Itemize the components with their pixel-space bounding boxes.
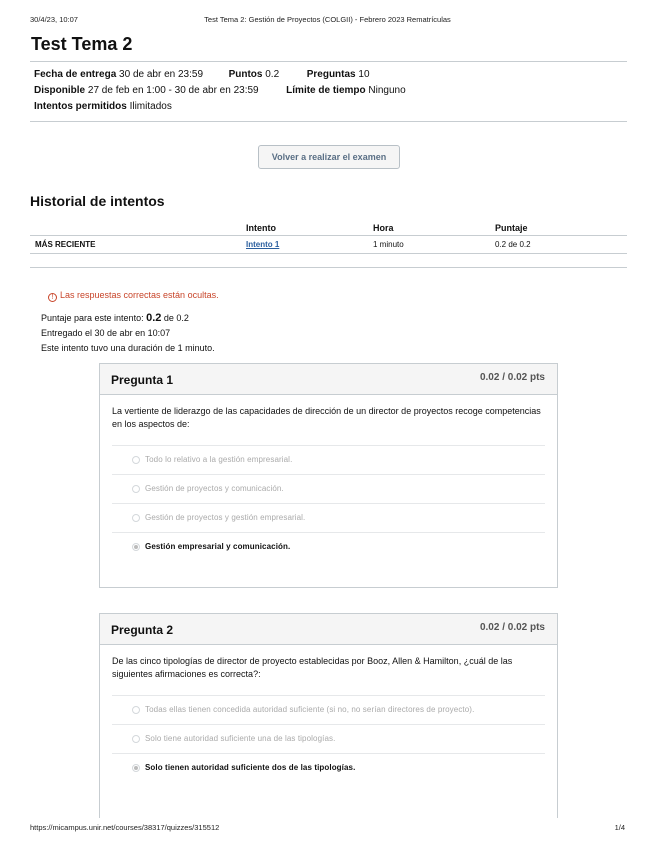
radio-selected-icon[interactable] bbox=[132, 764, 140, 772]
preguntas-value: 10 bbox=[358, 69, 370, 80]
answer-text: Solo tiene autoridad suficiente una de las tipologías. bbox=[145, 734, 336, 743]
answer-text: Todo lo relativo a la gestión empresarial. bbox=[145, 455, 293, 464]
limite-label: Límite de tiempo bbox=[286, 85, 366, 96]
attempt-score: 0.2 de 0.2 bbox=[495, 240, 531, 249]
question-header bbox=[100, 614, 557, 645]
score-value: 0.2 bbox=[146, 312, 162, 324]
question-text: De las cinco tipologías de director de proyecto establecidas por Booz, Allen & Hamilton, ¿cuál de las siguientes afirmaciones es correcta?: bbox=[112, 656, 513, 679]
print-footer bbox=[30, 823, 625, 832]
answer-option[interactable] bbox=[112, 474, 545, 503]
page-number: 1/4 bbox=[614, 823, 625, 832]
attempt-history-title: Historial de intentos bbox=[30, 193, 165, 209]
disponible-label: Disponible bbox=[34, 85, 86, 96]
answer-option[interactable] bbox=[112, 503, 545, 532]
header-hora: Hora bbox=[373, 223, 394, 233]
limite-value: Ninguno bbox=[368, 85, 406, 96]
print-doc-title: Test Tema 2: Gestión de Proyectos (COLGII) - Febrero 2023 Rematrículas bbox=[204, 15, 451, 24]
attempt-link[interactable]: Intento 1 bbox=[246, 240, 280, 249]
answer-option-selected[interactable] bbox=[112, 753, 545, 782]
question-title: Pregunta 1 bbox=[111, 373, 174, 387]
attempt-score-line bbox=[41, 312, 189, 324]
header-puntaje: Puntaje bbox=[495, 223, 528, 233]
answer-list bbox=[112, 695, 545, 782]
fecha-value: 30 de abr en 23:59 bbox=[119, 69, 204, 80]
radio-icon[interactable] bbox=[132, 735, 140, 743]
history-header-row bbox=[30, 219, 627, 236]
answer-option[interactable] bbox=[112, 724, 545, 753]
radio-icon[interactable] bbox=[132, 485, 140, 493]
preguntas-label: Preguntas bbox=[306, 69, 356, 80]
question-title: Pregunta 2 bbox=[111, 623, 174, 637]
score-suffix: de 0.2 bbox=[163, 313, 189, 323]
fecha-label: Fecha de entrega bbox=[34, 69, 117, 80]
radio-icon[interactable] bbox=[132, 456, 140, 464]
answer-option[interactable] bbox=[112, 445, 545, 474]
page-url: https://micampus.unir.net/courses/38317/quizzes/315512 bbox=[30, 823, 220, 832]
table-row bbox=[30, 236, 627, 254]
quiz-meta-row-3 bbox=[34, 101, 172, 112]
retake-quiz-button[interactable]: Volver a realizar el examen bbox=[258, 145, 400, 169]
question-card-2 bbox=[99, 613, 558, 818]
attempt-time: 1 minuto bbox=[373, 240, 404, 249]
question-text: La vertiente de liderazgo de las capacidades de dirección de un director de proyectos recoge competencias en los aspectos de: bbox=[112, 406, 541, 429]
divider bbox=[30, 121, 627, 122]
answer-text: Todas ellas tienen concedida autoridad suficiente (si no, no serían directores de proyecto). bbox=[145, 705, 475, 714]
print-date: 30/4/23, 10:07 bbox=[30, 15, 78, 24]
info-icon: ! bbox=[48, 293, 57, 302]
answer-text: Gestión empresarial y comunicación. bbox=[145, 542, 291, 551]
puntos-value: 0.2 bbox=[265, 69, 280, 80]
answer-text: Gestión de proyectos y comunicación. bbox=[145, 484, 284, 493]
header-intento: Intento bbox=[246, 223, 276, 233]
warning-text: Las respuestas correctas están ocultas. bbox=[60, 290, 219, 300]
answer-option[interactable] bbox=[112, 695, 545, 724]
intentos-label: Intentos permitidos bbox=[34, 101, 127, 112]
answer-list bbox=[112, 445, 545, 561]
answer-text: Solo tienen autoridad suficiente dos de las tipologías. bbox=[145, 763, 356, 772]
radio-selected-icon[interactable] bbox=[132, 543, 140, 551]
answer-option-selected[interactable] bbox=[112, 532, 545, 561]
question-points: 0.02 / 0.02 pts bbox=[479, 372, 545, 383]
page-title: Test Tema 2 bbox=[31, 34, 133, 54]
quiz-meta-row-1 bbox=[34, 69, 370, 80]
quiz-meta-row-2 bbox=[34, 85, 406, 96]
radio-icon[interactable] bbox=[132, 706, 140, 714]
divider bbox=[30, 267, 627, 268]
divider bbox=[30, 61, 627, 62]
answer-text: Gestión de proyectos y gestión empresarial. bbox=[145, 513, 306, 522]
most-recent-label: MÁS RECIENTE bbox=[35, 240, 96, 249]
radio-icon[interactable] bbox=[132, 514, 140, 522]
question-card-1 bbox=[99, 363, 558, 588]
disponible-value: 27 de feb en 1:00 - 30 de abr en 23:59 bbox=[87, 85, 259, 96]
puntos-label: Puntos bbox=[228, 69, 263, 80]
print-header bbox=[30, 15, 625, 27]
intentos-value: Ilimitados bbox=[129, 101, 172, 112]
question-header bbox=[100, 364, 557, 395]
score-prefix: Puntaje para este intento: bbox=[41, 313, 144, 323]
duration-line: Este intento tuvo una duración de 1 minuto. bbox=[41, 343, 215, 353]
question-points: 0.02 / 0.02 pts bbox=[479, 622, 545, 633]
submitted-line: Entregado el 30 de abr en 10:07 bbox=[41, 328, 171, 338]
attempt-history-table bbox=[30, 219, 627, 254]
hidden-answers-warning bbox=[48, 290, 219, 302]
